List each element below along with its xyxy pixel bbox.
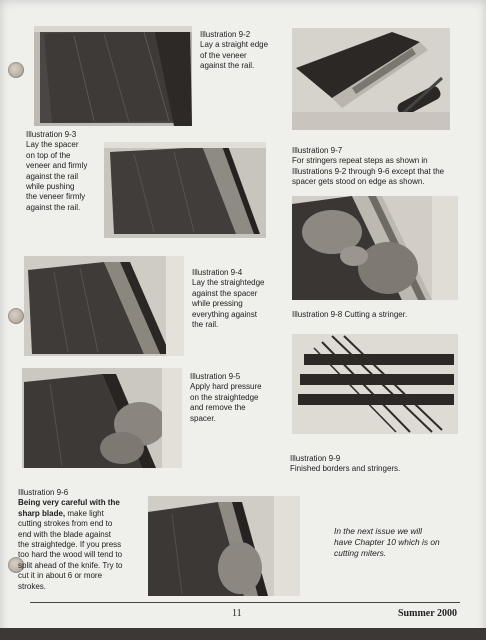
caption-9-6-line: cut it in about 6 or more bbox=[18, 571, 103, 581]
next-issue-line: In the next issue we will bbox=[334, 526, 422, 536]
photo-illustration-9-7 bbox=[292, 28, 450, 130]
caption-9-8-text: Illustration 9-8 Cutting a stringer. bbox=[292, 310, 408, 319]
caption-9-8 bbox=[292, 310, 472, 320]
caption-9-6-line: cutting strokes from end to bbox=[18, 519, 113, 529]
caption-9-3-line: veneer and firmly bbox=[26, 161, 88, 171]
binder-hole-middle bbox=[8, 308, 24, 324]
caption-9-4-line: while pressing bbox=[192, 299, 243, 309]
caption-9-5-line: on the straightedge bbox=[190, 392, 259, 402]
photo-illustration-9-9 bbox=[292, 334, 458, 434]
caption-9-4-line: everything against bbox=[192, 309, 257, 319]
caption-9-4-line: against the spacer bbox=[192, 288, 258, 298]
caption-9-4 bbox=[192, 268, 282, 330]
caption-9-3-title: Illustration 9-3 bbox=[26, 130, 77, 139]
caption-9-9-title: Illustration 9-9 bbox=[290, 454, 341, 463]
caption-9-4-line: the rail. bbox=[192, 320, 219, 330]
caption-9-3-line: on top of the bbox=[26, 150, 71, 160]
caption-9-7-title: Illustration 9-7 bbox=[292, 146, 343, 155]
next-issue-line: cutting miters. bbox=[334, 548, 387, 558]
caption-9-3-line: against the rail. bbox=[26, 202, 81, 212]
caption-9-2-line: Lay a straight edge bbox=[200, 40, 269, 50]
caption-9-2-line: against the rail. bbox=[200, 61, 255, 71]
photo-illustration-9-4 bbox=[24, 256, 184, 356]
caption-9-3-line: while pushing bbox=[26, 182, 75, 192]
caption-9-6-line: too hard the wood will tend to bbox=[18, 550, 123, 560]
photo-illustration-9-8 bbox=[292, 196, 458, 300]
issue-label: Summer 2000 bbox=[398, 608, 457, 619]
photo-illustration-9-2 bbox=[34, 26, 192, 126]
caption-9-5-title: Illustration 9-5 bbox=[190, 372, 241, 381]
caption-9-6-title: Illustration 9-6 bbox=[18, 488, 69, 497]
caption-9-6-bold: Being very careful with the bbox=[18, 498, 120, 508]
caption-9-5-line: Apply hard pressure bbox=[190, 382, 262, 392]
caption-9-3 bbox=[26, 130, 106, 213]
caption-9-7-line: Illustrations 9-2 through 9-6 except that the bbox=[292, 166, 445, 176]
next-issue-line: have Chapter 10 which is on bbox=[334, 537, 440, 547]
caption-9-7-line: spacer gets stood on edge as shown. bbox=[292, 177, 425, 187]
caption-9-5-line: and remove the bbox=[190, 403, 246, 413]
caption-9-2-title: Illustration 9-2 bbox=[200, 30, 251, 39]
page-number: 11 bbox=[232, 608, 242, 619]
next-issue-note bbox=[334, 526, 474, 559]
footer-rule bbox=[30, 602, 460, 603]
photo-illustration-9-6 bbox=[148, 496, 300, 596]
photo-illustration-9-5 bbox=[22, 368, 182, 468]
caption-9-3-line: Lay the spacer bbox=[26, 140, 79, 150]
caption-9-7 bbox=[292, 146, 472, 188]
caption-9-9 bbox=[290, 454, 470, 475]
caption-9-2 bbox=[200, 30, 290, 72]
binder-hole-top bbox=[8, 62, 24, 78]
caption-9-6-line: split ahead of the knife. Try to bbox=[18, 560, 123, 570]
caption-9-6-bold: sharp blade, bbox=[18, 508, 66, 518]
caption-9-4-line: Lay the straightedge bbox=[192, 278, 265, 288]
caption-9-5-line: spacer. bbox=[190, 413, 216, 423]
caption-9-3-line: against the rail bbox=[26, 171, 79, 181]
caption-9-5 bbox=[190, 372, 286, 424]
caption-9-3-line: the veneer firmly bbox=[26, 192, 86, 202]
photo-illustration-9-3 bbox=[104, 142, 266, 238]
caption-9-6-line: end with the blade against bbox=[18, 529, 111, 539]
caption-9-7-line: For stringers repeat steps as shown in bbox=[292, 156, 428, 166]
caption-9-6 bbox=[18, 488, 150, 592]
caption-9-9-line: Finished borders and stringers. bbox=[290, 464, 401, 474]
background-table-edge bbox=[0, 628, 486, 640]
caption-9-6-line: strokes. bbox=[18, 581, 47, 591]
caption-9-6-rest: make light bbox=[65, 508, 104, 518]
caption-9-6-line: the straightedge. If you press bbox=[18, 540, 122, 550]
caption-9-4-title: Illustration 9-4 bbox=[192, 268, 243, 277]
caption-9-2-line: of the veneer bbox=[200, 50, 247, 60]
